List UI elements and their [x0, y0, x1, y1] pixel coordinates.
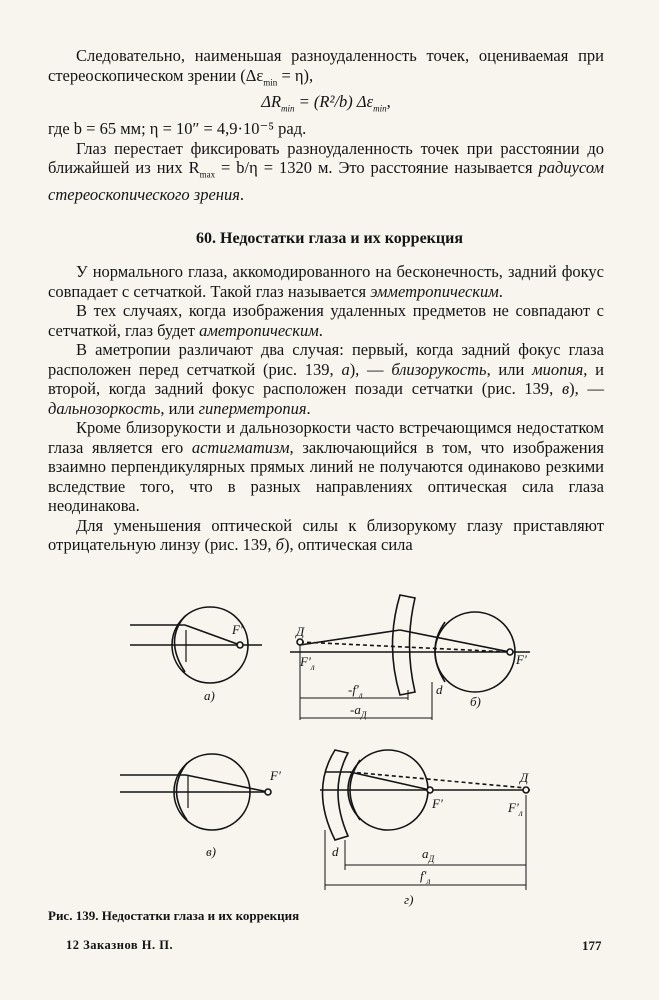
label-b: б)	[470, 694, 481, 709]
ray-v2	[186, 775, 268, 792]
focus-v	[265, 789, 271, 795]
ray-g2	[350, 772, 430, 790]
paragraph-3: У нормального глаза, аккомодированного на бесконечность, задний фокус совпадает с сетчаткой. Такой глаз называется эмметропическим.	[48, 262, 604, 301]
label-d-g: d	[332, 844, 339, 859]
label-fl-b: $-f'_л$	[348, 682, 363, 700]
label-F-v: F′	[270, 768, 281, 783]
signature-mark: 12 Заказнов Н. П.	[66, 938, 174, 952]
ray-b-dashed	[300, 642, 510, 652]
text-block-top	[48, 46, 604, 204]
paragraph-6: Кроме близорукости и дальнозоркости часто встречающимся недостатком глаза является его астигматизм, заключающийся в том, что изображения взаимно перпендикулярных прямых линий не получаются одинаково резкими вследствие того, что в разных направлениях оптическая сила глаза неодинакова.	[48, 418, 604, 515]
eye-diagram-b	[290, 595, 530, 720]
label-fl-g: $f'_л$	[420, 868, 431, 886]
label-F-b: F′	[516, 652, 527, 667]
section-title: 60. Недостатки глаза и их коррекция	[196, 230, 463, 247]
page-number: 177	[582, 938, 602, 953]
where-line: где b = 65 мм; η = 10″ = 4,9·10⁻⁵ рад.	[48, 119, 307, 139]
label-Fl-g: $F'_л$	[508, 800, 523, 818]
formula: $\Delta R_{min} = (R^2/b)$ $\Delta\varepsilon_{min}$,	[261, 92, 391, 114]
paragraph-5: В аметропии различают два случая: первый, когда задний фокус глаза расположен перед сетчаткой (рис. 139, а), — близорукость, или миопия, и второй, когда задний фокус расположен позади сетчатки (рис. 139, в), — дальнозоркость, или гиперметропия.	[48, 340, 604, 418]
paragraph-2: Глаз перестает фиксировать разноудаленность точек при расстоянии до ближайшей из них $R_{max} = b/\eta = 1320$ м. Это расстояние называется радиусом стереоскопического зрения.	[48, 138, 604, 204]
label-F-a: F′	[232, 622, 243, 637]
image-point-g	[523, 787, 529, 793]
label-aD-g: $a_Д$	[422, 846, 435, 864]
label-D-b: Д	[296, 624, 305, 639]
object-point-b	[297, 639, 303, 645]
label-aD-b: $-a_Д$	[350, 702, 367, 720]
label-D-g: Д	[520, 770, 529, 785]
eye-diagram-v	[120, 754, 271, 830]
lens-g	[323, 750, 349, 840]
lens-b	[393, 595, 416, 695]
text-block-main	[48, 262, 604, 555]
focus-a	[237, 642, 243, 648]
label-v: в)	[206, 844, 216, 859]
eye-diagram-a	[130, 607, 262, 683]
ray-b1	[300, 630, 400, 645]
label-d-b: d	[436, 682, 443, 697]
paragraph-4: В тех случаях, когда изображения удаленных предметов не совпадают с сетчаткой, глаз будет аметропическим.	[48, 301, 604, 340]
label-g: г)	[404, 892, 414, 907]
focus-b	[507, 649, 513, 655]
figure-caption: Рис. 139. Недостатки глаза и их коррекция	[48, 908, 300, 923]
focus-g	[427, 787, 433, 793]
label-a: а)	[204, 688, 215, 703]
paragraph-1: Следовательно, наименьшая разноудаленность точек, оцениваемая при стереоскопическом зрении $(\Delta\varepsilon_{min} = \eta)$,	[48, 46, 604, 87]
label-F-g: F′	[432, 796, 443, 811]
figure-139	[0, 590, 659, 910]
ray-g-dashed	[350, 772, 526, 788]
paragraph-7: Для уменьшения оптической силы к близорукому глазу приставляют отрицательную линзу (рис. 139, б), оптическая сила	[48, 515, 604, 554]
label-Fl-b: $F'_л$	[300, 654, 315, 672]
